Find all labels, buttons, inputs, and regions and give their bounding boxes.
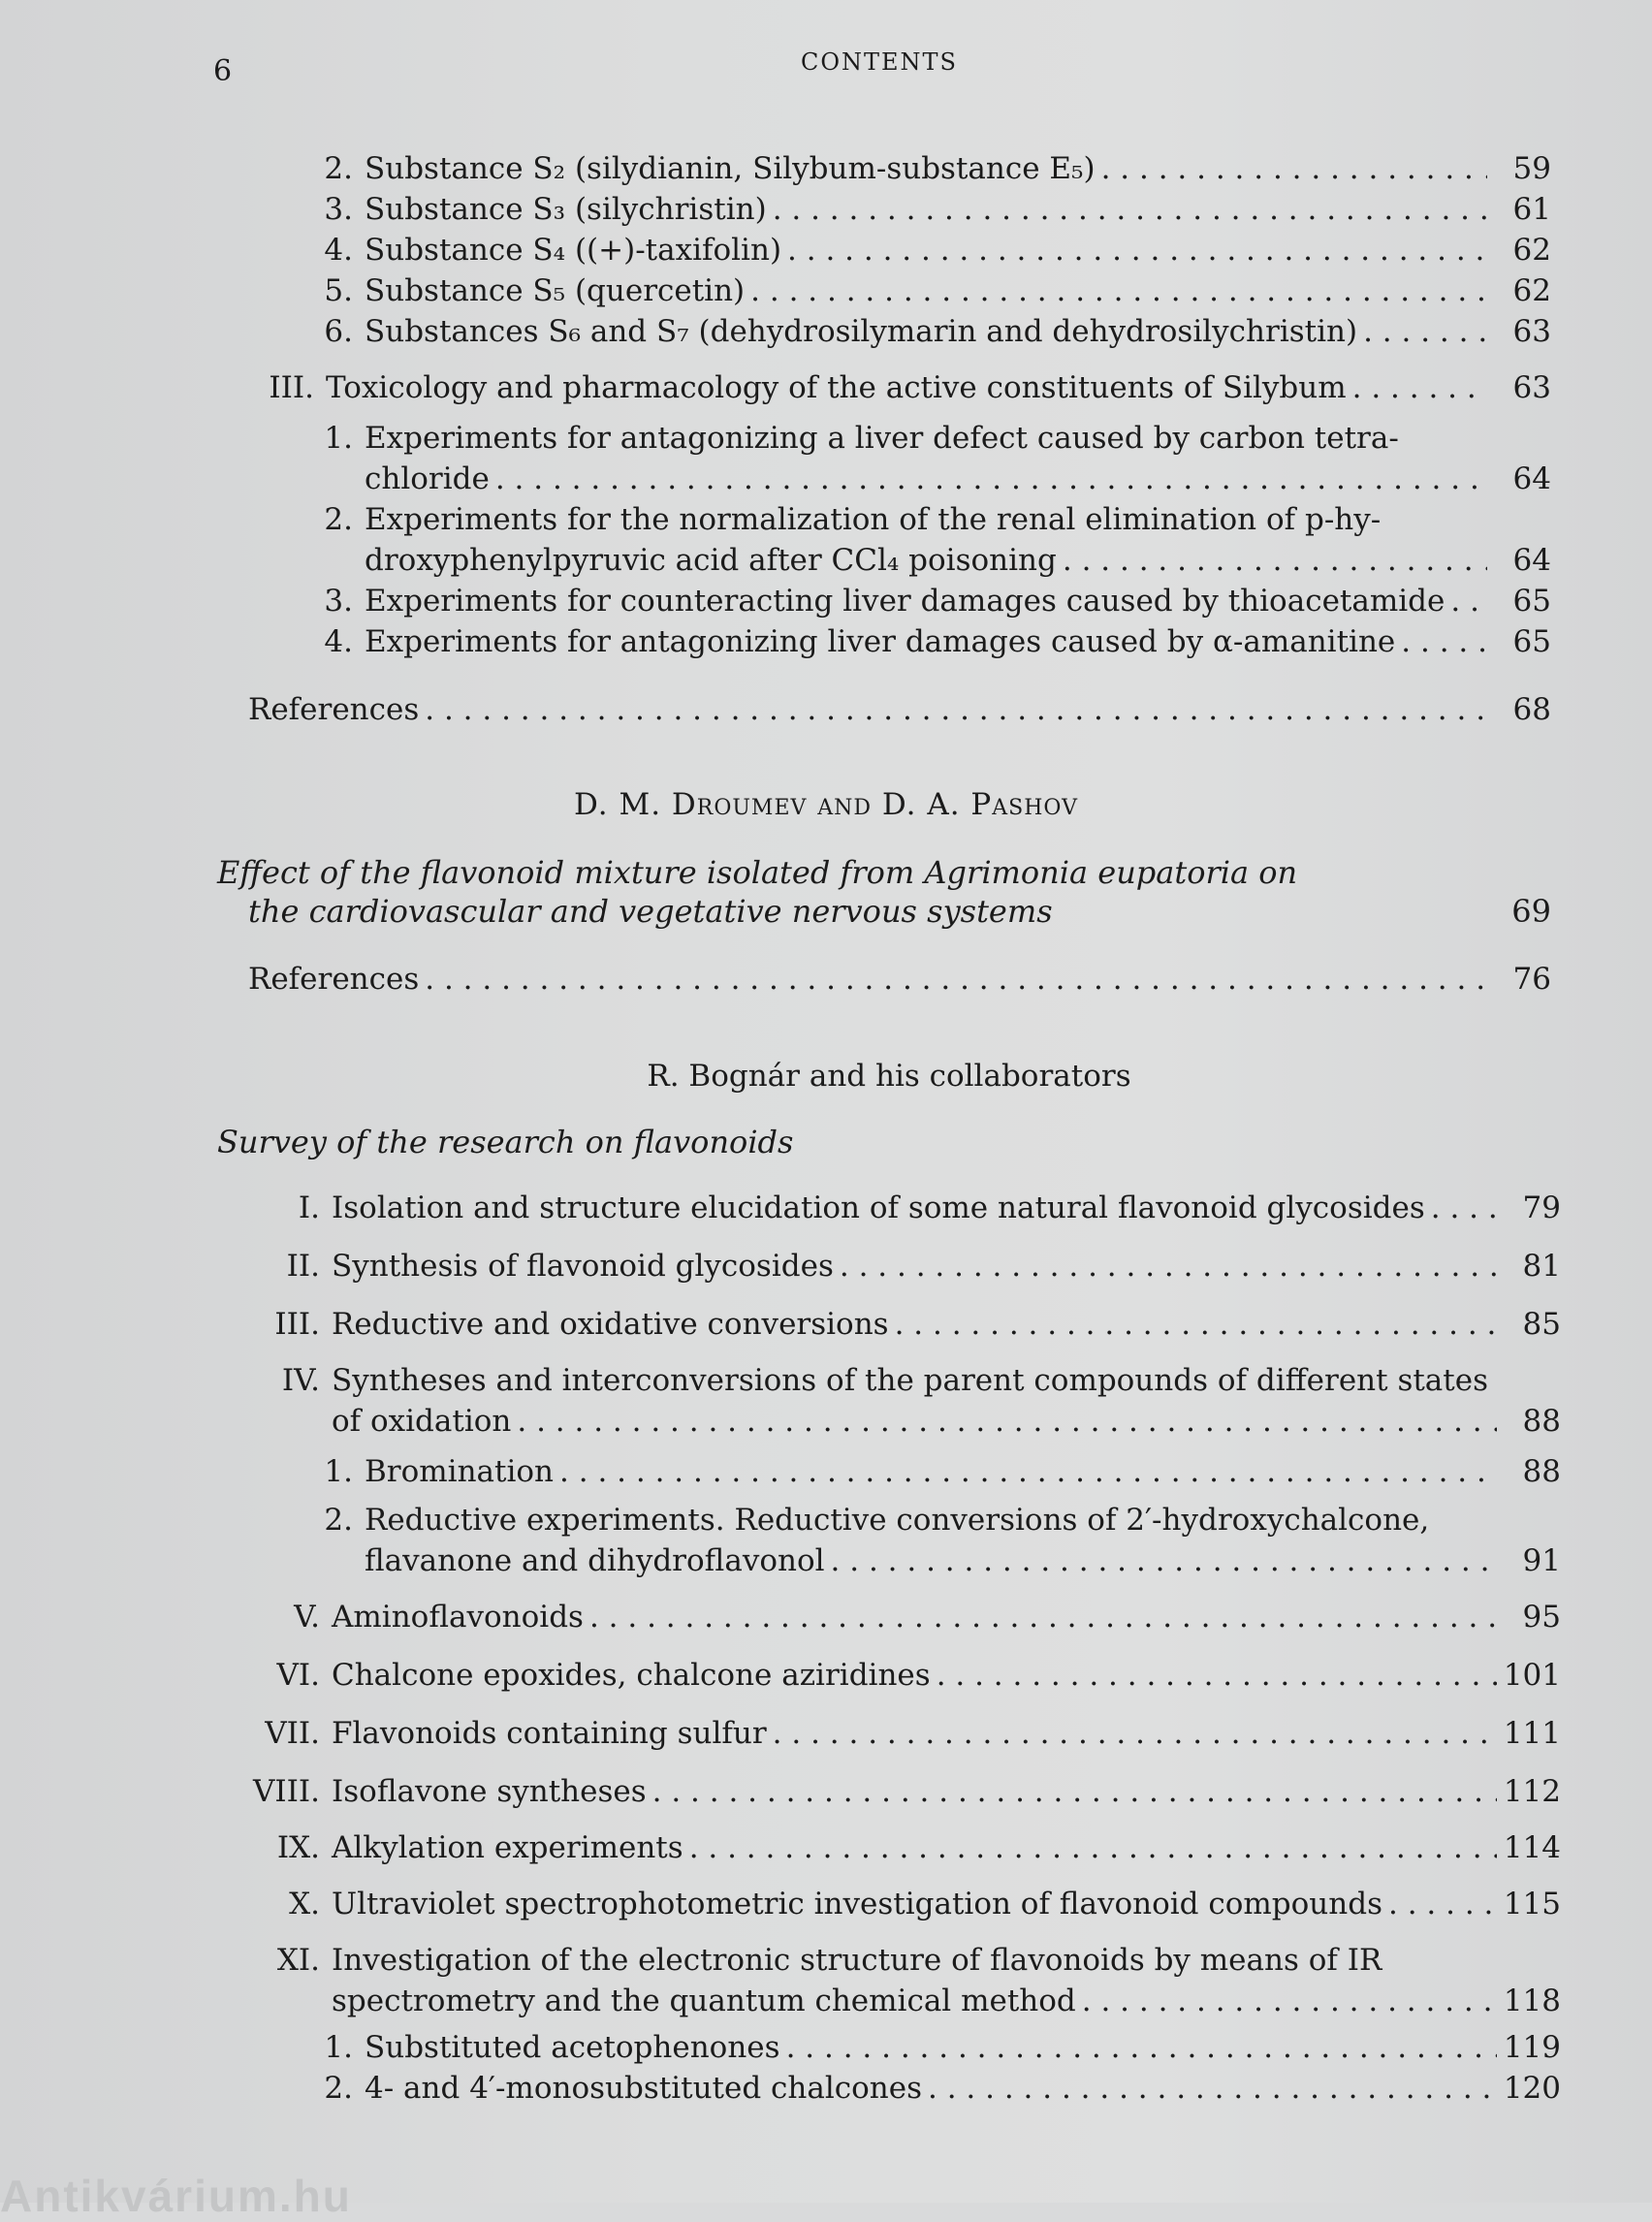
toc-entry: 2. Experiments for the normalization of the renal elimination of p-hy- — [324, 502, 1382, 537]
toc-entry: 1. Bromination . . . 88 — [291, 1452, 1561, 1491]
toc-entry-continuation: chloride . . . 64 — [365, 460, 1551, 498]
toc-part: V. Aminoflavonoids . . . 95 — [213, 1598, 1561, 1636]
toc-entry: 2. Substance S₂ (silydianin, Silybum-substance E₅) . . . 59 — [291, 149, 1551, 188]
toc-part: III. Reductive and oxidative conversions . . . 85 — [213, 1305, 1561, 1344]
toc-part: VIII. Isoflavone syntheses . . . 112 — [213, 1772, 1561, 1811]
watermark-text: Antikvárium.hu — [0, 2171, 352, 2221]
toc-entry-continuation: droxyphenylpyruvic acid after CCl₄ poisoning . . . 64 — [365, 541, 1551, 580]
toc-part: III. Toxicology and pharmacology of the active constituents of Silybum . . . 63 — [233, 368, 1551, 407]
toc-entry: 3. Experiments for counteracting liver damages caused by thioacetamide . . . 65 — [291, 582, 1551, 620]
running-header: CONTENTS — [800, 48, 958, 76]
toc-entry-continuation: flavanone and dihydroflavonol . . . 91 — [365, 1541, 1561, 1580]
toc-entry: 1. Substituted acetophenones . . . 119 — [291, 2028, 1561, 2067]
toc-part: I. Isolation and structure elucidation of some natural flavonoid glycosides . . . 79 — [213, 1189, 1561, 1227]
toc-part: VII. Flavonoids containing sulfur . . . 111 — [213, 1714, 1561, 1753]
page-number: 6 — [213, 54, 233, 88]
toc-entry: 5. Substance S₅ (quercetin) . . . 62 — [291, 271, 1551, 310]
references-entry: References . . . 76 — [248, 960, 1551, 999]
toc-entry: 2. Reductive experiments. Reductive conversions of 2′-hydroxychalcone, — [324, 1503, 1430, 1538]
toc-part: IX. Alkylation experiments . . . 114 — [213, 1828, 1561, 1867]
toc-entry: 2. 4- and 4′-monosubstituted chalcones . . . 120 — [291, 2069, 1561, 2108]
toc-part: II. Synthesis of flavonoid glycosides . . . 81 — [213, 1247, 1561, 1286]
article-title: Effect of the flavonoid mixture isolated from Agrimonia eupatoria on — [217, 854, 1298, 891]
toc-entry: 6. Substances S₆ and S₇ (dehydrosilymarin and dehydrosilychristin) . . . 63 — [291, 312, 1551, 351]
author-line: D. M. Droumev and D. A. Pashov — [574, 787, 1078, 822]
toc-entry: 4. Substance S₄ ((+)-taxifolin) . . . 62 — [291, 231, 1551, 270]
article-title: Survey of the research on flavonoids — [217, 1124, 794, 1160]
toc-entry: 1. Experiments for antagonizing a liver defect caused by carbon tetra- — [324, 421, 1399, 456]
toc-part-continuation: spectrometry and the quantum chemical method . . . 118 — [332, 1982, 1561, 2020]
toc-part: IV. Syntheses and interconversions of the parent compounds of different states — [281, 1363, 1489, 1398]
toc-entry: 3. Substance S₃ (silychristin) . . . 61 — [291, 190, 1551, 229]
toc-part: VI. Chalcone epoxides, chalcone aziridines . . . 101 — [213, 1656, 1561, 1695]
author-line: R. Bognár and his collaborators — [647, 1059, 1131, 1094]
references-entry: References . . . 68 — [248, 690, 1551, 729]
toc-part-continuation: of oxidation . . . 88 — [332, 1402, 1561, 1441]
toc-part: XI. Investigation of the electronic structure of flavonoids by means of IR — [276, 1943, 1382, 1978]
article-title-continuation: the cardiovascular and vegetative nervous systems 69 — [248, 893, 1551, 930]
toc-entry: 4. Experiments for antagonizing liver damages caused by α-amanitine . . . 65 — [291, 622, 1551, 661]
toc-part: X. Ultraviolet spectrophotometric investigation of flavonoid compounds . . . 115 — [213, 1885, 1561, 1923]
